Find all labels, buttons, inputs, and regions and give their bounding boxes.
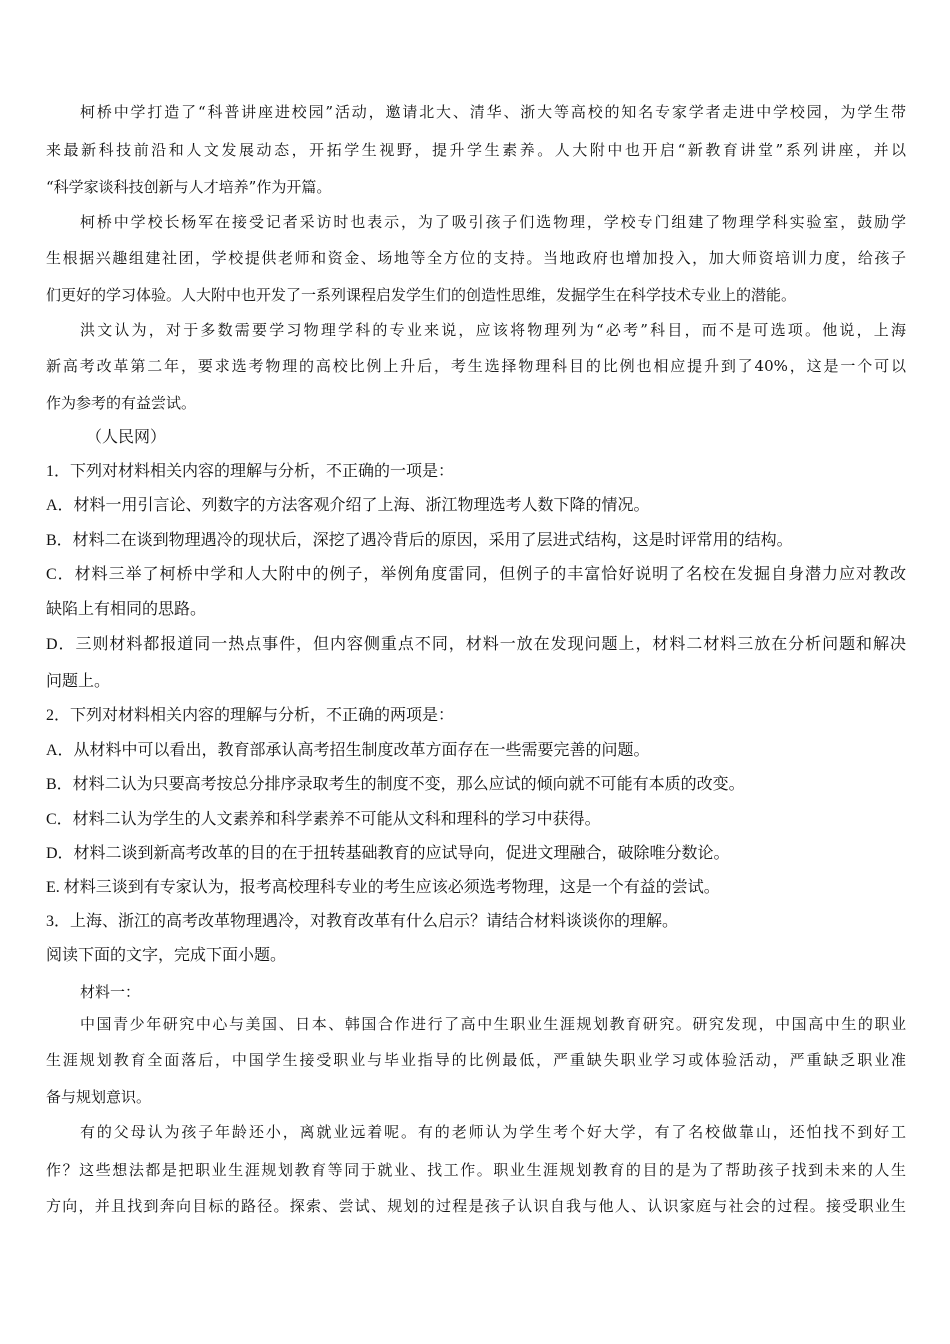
passage1-p1-line2: 来最新科技前沿和人文发展动态，开拓学生视野，提升学生素养。人大附中也开启“新教育讲堂”系列讲座，并以	[46, 141, 906, 159]
passage1-p1-line3: “科学家谈科技创新与人才培养”作为开篇。	[46, 178, 332, 196]
q1-stem: 1．下列对材料相关内容的理解与分析，不正确的一项是：	[46, 463, 455, 480]
passage1-p3-line1: 洪文认为，对于多数需要学习物理学科的专业来说，应该将物理列为“必考”科目，而不是可选项。他说，上海	[80, 321, 906, 339]
passage2-p1-line3: 备与规划意识。	[46, 1088, 152, 1106]
passage1-p2-line2: 生根据兴趣组建社团，学校提供老师和资金、场地等全方位的支持。当地政府也增加投入，加大师资培训力度，给孩子	[46, 249, 906, 267]
q1-option-a: A．材料一用引言论、列数字的方法客观介绍了上海、浙江物理选考人数下降的情况。	[46, 497, 650, 514]
passage1-p1-line1: 柯桥中学打造了“科普讲座进校园”活动，邀请北大、清华、浙大等高校的知名专家学者走进中学校园，为学生带	[80, 103, 906, 121]
q3-stem: 3．上海、浙江的高考改革物理遇冷，对教育改革有什么启示？请结合材料谈谈你的理解。	[46, 913, 679, 930]
q2-option-e: E. 材料三谈到有专家认为，报考高校理科专业的考生应该必须选考物理，这是一个有益的尝试。	[46, 879, 720, 896]
q2-stem: 2．下列对材料相关内容的理解与分析，不正确的两项是：	[46, 707, 455, 724]
q1-option-d-line2: 问题上。	[46, 673, 111, 690]
passage1-p3-line3: 作为参考的有益尝试。	[46, 394, 197, 412]
q1-option-d-line1: D．三则材料都报道同一热点事件，但内容侧重点不同，材料一放在发现问题上，材料二材料三放在分析问题和解决	[46, 636, 906, 653]
passage2-instruction: 阅读下面的文字，完成下面小题。	[46, 947, 287, 964]
passage2-p2-line2: 作？这些想法都是把职业生涯规划教育等同于就业、找工作。职业生涯规划教育的目的是为了帮助孩子找到未来的人生	[46, 1161, 906, 1179]
passage1-p2-line3: 们更好的学习体验。人大附中也开发了一系列课程启发学生们的创造性思维，发掘学生在科学技术专业上的潜能。	[46, 286, 797, 304]
q1-option-c-line1: C．材料三举了柯桥中学和人大附中的例子，举例角度雷同，但例子的丰富恰好说明了名校在发掘自身潜力应对教改	[46, 566, 906, 583]
q1-option-b: B．材料二在谈到物理遇冷的现状后，深挖了遇冷背后的原因，采用了层进式结构，这是时评常用的结构。	[46, 532, 793, 549]
q2-option-b: B．材料二认为只要高考按总分排序录取考生的制度不变，那么应试的倾向就不可能有本质的改变。	[46, 776, 745, 793]
q1-option-c-line2: 缺陷上有相同的思路。	[46, 601, 207, 618]
q2-option-c: C．材料二认为学生的人文素养和科学素养不可能从文科和理科的学习中获得。	[46, 811, 601, 828]
source-attribution: （人民网）	[86, 429, 167, 446]
passage2-p1-line2: 生涯规划教育全面落后，中国学生接受职业与毕业指导的比例最低，严重缺失职业学习或体验活动，严重缺乏职业准	[46, 1051, 906, 1069]
passage2-heading: 材料一：	[80, 983, 141, 1001]
passage2-p2-line3: 方向，并且找到奔向目标的路径。探索、尝试、规划的过程是孩子认识自我与他人、认识家庭与社会的过程。接受职业生	[46, 1197, 906, 1215]
passage2-p2-line1: 有的父母认为孩子年龄还小，离就业远着呢。有的老师认为学生考个好大学，有了名校做靠山，还怕找不到好工	[80, 1123, 906, 1141]
passage1-p2-line1: 柯桥中学校长杨军在接受记者采访时也表示，为了吸引孩子们选物理，学校专门组建了物理学科实验室，鼓励学	[80, 213, 906, 231]
passage1-p3-line2: 新高考改革第二年，要求选考物理的高校比例上升后，考生选择物理科目的比例也相应提升到了40%，这是一个可以	[46, 357, 906, 375]
passage2-p1-line1: 中国青少年研究中心与美国、日本、韩国合作进行了高中生职业生涯规划教育研究。研究发现，中国高中生的职业	[80, 1015, 906, 1033]
q2-option-a: A．从材料中可以看出，教育部承认高考招生制度改革方面存在一些需要完善的问题。	[46, 742, 650, 759]
q2-option-d: D．材料二谈到新高考改革的目的在于扭转基础教育的应试导向，促进文理融合，破除唯分数论。	[46, 845, 730, 862]
